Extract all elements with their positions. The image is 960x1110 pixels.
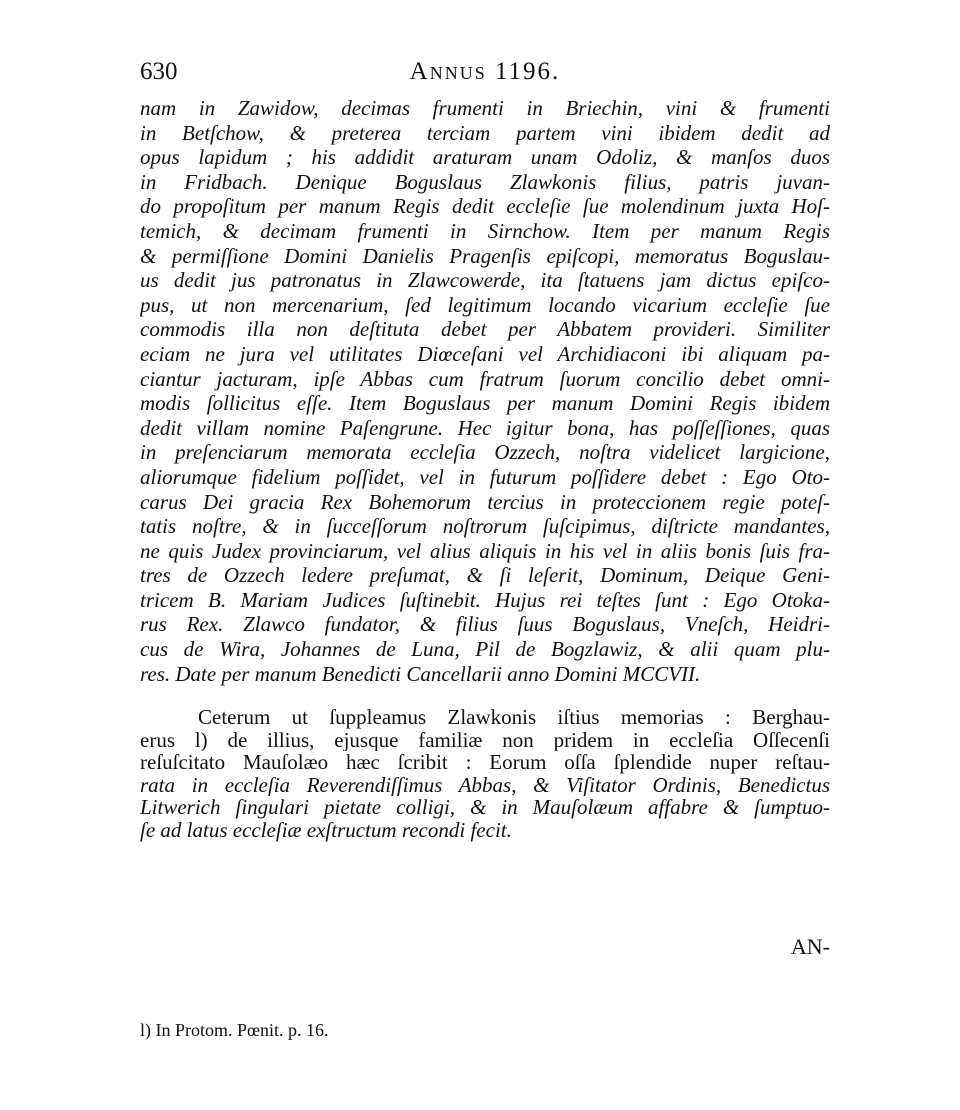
charter-line: nam in Zawidow, decimas frumenti in Briechin, vini & frumenti bbox=[140, 96, 830, 120]
charter-line: carus Dei gracia Rex Bohemorum tercius in proteccionem regie poteſ- bbox=[140, 489, 830, 514]
charter-line: pus, ut non mercenarium, ſed legitimum locando vicarium eccleſie ſue bbox=[140, 292, 830, 317]
charter-line: tricem B. Mariam Judices ſuſtinebit. Hujus rei teſtes ſunt : Ego Otoka- bbox=[140, 587, 830, 612]
commentary-line: Ceterum ut ſuppleamus Zlawkonis iſtius memorias : Berghau- bbox=[198, 706, 830, 729]
commentary-line: reſuſcitato Mauſolæo hæc ſcribit : Eorum oſſa ſplendide nuper reſtau- bbox=[140, 751, 830, 774]
charter-line: modis ſollicitus eſſe. Item Boguslaus per manum Domini Regis ibidem bbox=[140, 391, 830, 416]
charter-line: eciam ne jura vel utilitates Diœceſani vel Archidiaconi ibi aliquam pa- bbox=[140, 341, 830, 366]
charter-line: res. Date per manum Benedicti Cancellarii anno Domini MCCVII. bbox=[140, 661, 701, 686]
charter-line: ne quis Judex provinciarum, vel alius aliquis in his vel in aliis bonis ſuis fra- bbox=[140, 538, 830, 563]
charter-line: & permiſſione Domini Danielis Pragenſis epiſcopi, memoratus Boguslau- bbox=[140, 243, 830, 268]
charter-line: in Fridbach. Denique Boguslaus Zlawkonis filius, patris juvan- bbox=[140, 169, 830, 194]
charter-line: temich, & decimam frumenti in Sirnchow. Item per manum Regis bbox=[140, 218, 830, 243]
charter-line: ciantur jacturam, ipſe Abbas cum fratrum ſuorum concilio debet omni- bbox=[140, 366, 830, 391]
commentary-line: rata in eccleſia Reverendiſſimus Abbas, & Viſitator Ordinis, Benedictus bbox=[140, 773, 830, 797]
charter-line: in Betſchow, & preterea terciam partem vini ibidem dedit ad bbox=[140, 120, 830, 145]
charter-line: cus de Wira, Johannes de Luna, Pil de Bogzlawiz, & alii quam plu- bbox=[140, 637, 830, 662]
running-title: Annus 1196. bbox=[409, 58, 561, 85]
charter-line: do propoſitum per manum Regis dedit eccleſie ſue molendinum juxta Hoſ- bbox=[140, 194, 830, 219]
charter-line: commodis illa non deſtituta debet per Abbatem provideri. Similiter bbox=[140, 317, 830, 342]
catchword: AN- bbox=[790, 934, 830, 959]
page-number: 630 bbox=[140, 58, 178, 85]
commentary-paragraph bbox=[140, 706, 830, 842]
commentary-line: ſe ad latus eccleſiæ exſtructum recondi fecit. bbox=[140, 818, 512, 842]
charter-line: dedit villam nomine Paſengrune. Hec igitur bona, has poſſeſſiones, quas bbox=[140, 415, 830, 440]
charter-line: aliorumque fidelium poſſidet, vel in futurum poſſidere debet : Ego Oto- bbox=[140, 464, 830, 489]
footnote: l) In Protom. Pœnit. p. 16. bbox=[140, 1020, 329, 1040]
charter-line: rus Rex. Zlawco fundator, & filius ſuus Boguslaus, Vneſch, Heidri- bbox=[140, 612, 830, 637]
charter-line: tatis noſtre, & in ſucceſſorum noſtrorum ſuſcipimus, diſtricte mandantes, bbox=[140, 514, 830, 539]
charter-line: tres de Ozzech ledere preſumat, & ſi leſerit, Dominum, Deique Geni- bbox=[140, 563, 830, 588]
commentary-line: Litwerich ſingulari pietate colligi, & in Mauſolæum affabre & ſumptuo- bbox=[140, 796, 830, 819]
running-head bbox=[140, 58, 830, 92]
charter-line: opus lapidum ; his addidit araturam unam Odoliz, & manſos duos bbox=[140, 145, 830, 170]
commentary-line: erus l) de illius, ejusque familiæ non pridem in eccleſia Oſſecenſi bbox=[140, 728, 830, 752]
charter-line: in preſenciarum memorata eccleſia Ozzech, noſtra videlicet largicione, bbox=[140, 440, 830, 465]
charter-line: us dedit jus patronatus in Zlawcowerde, ita ſtatuens jam dictus epiſco- bbox=[140, 268, 830, 293]
charter-text bbox=[140, 96, 830, 686]
